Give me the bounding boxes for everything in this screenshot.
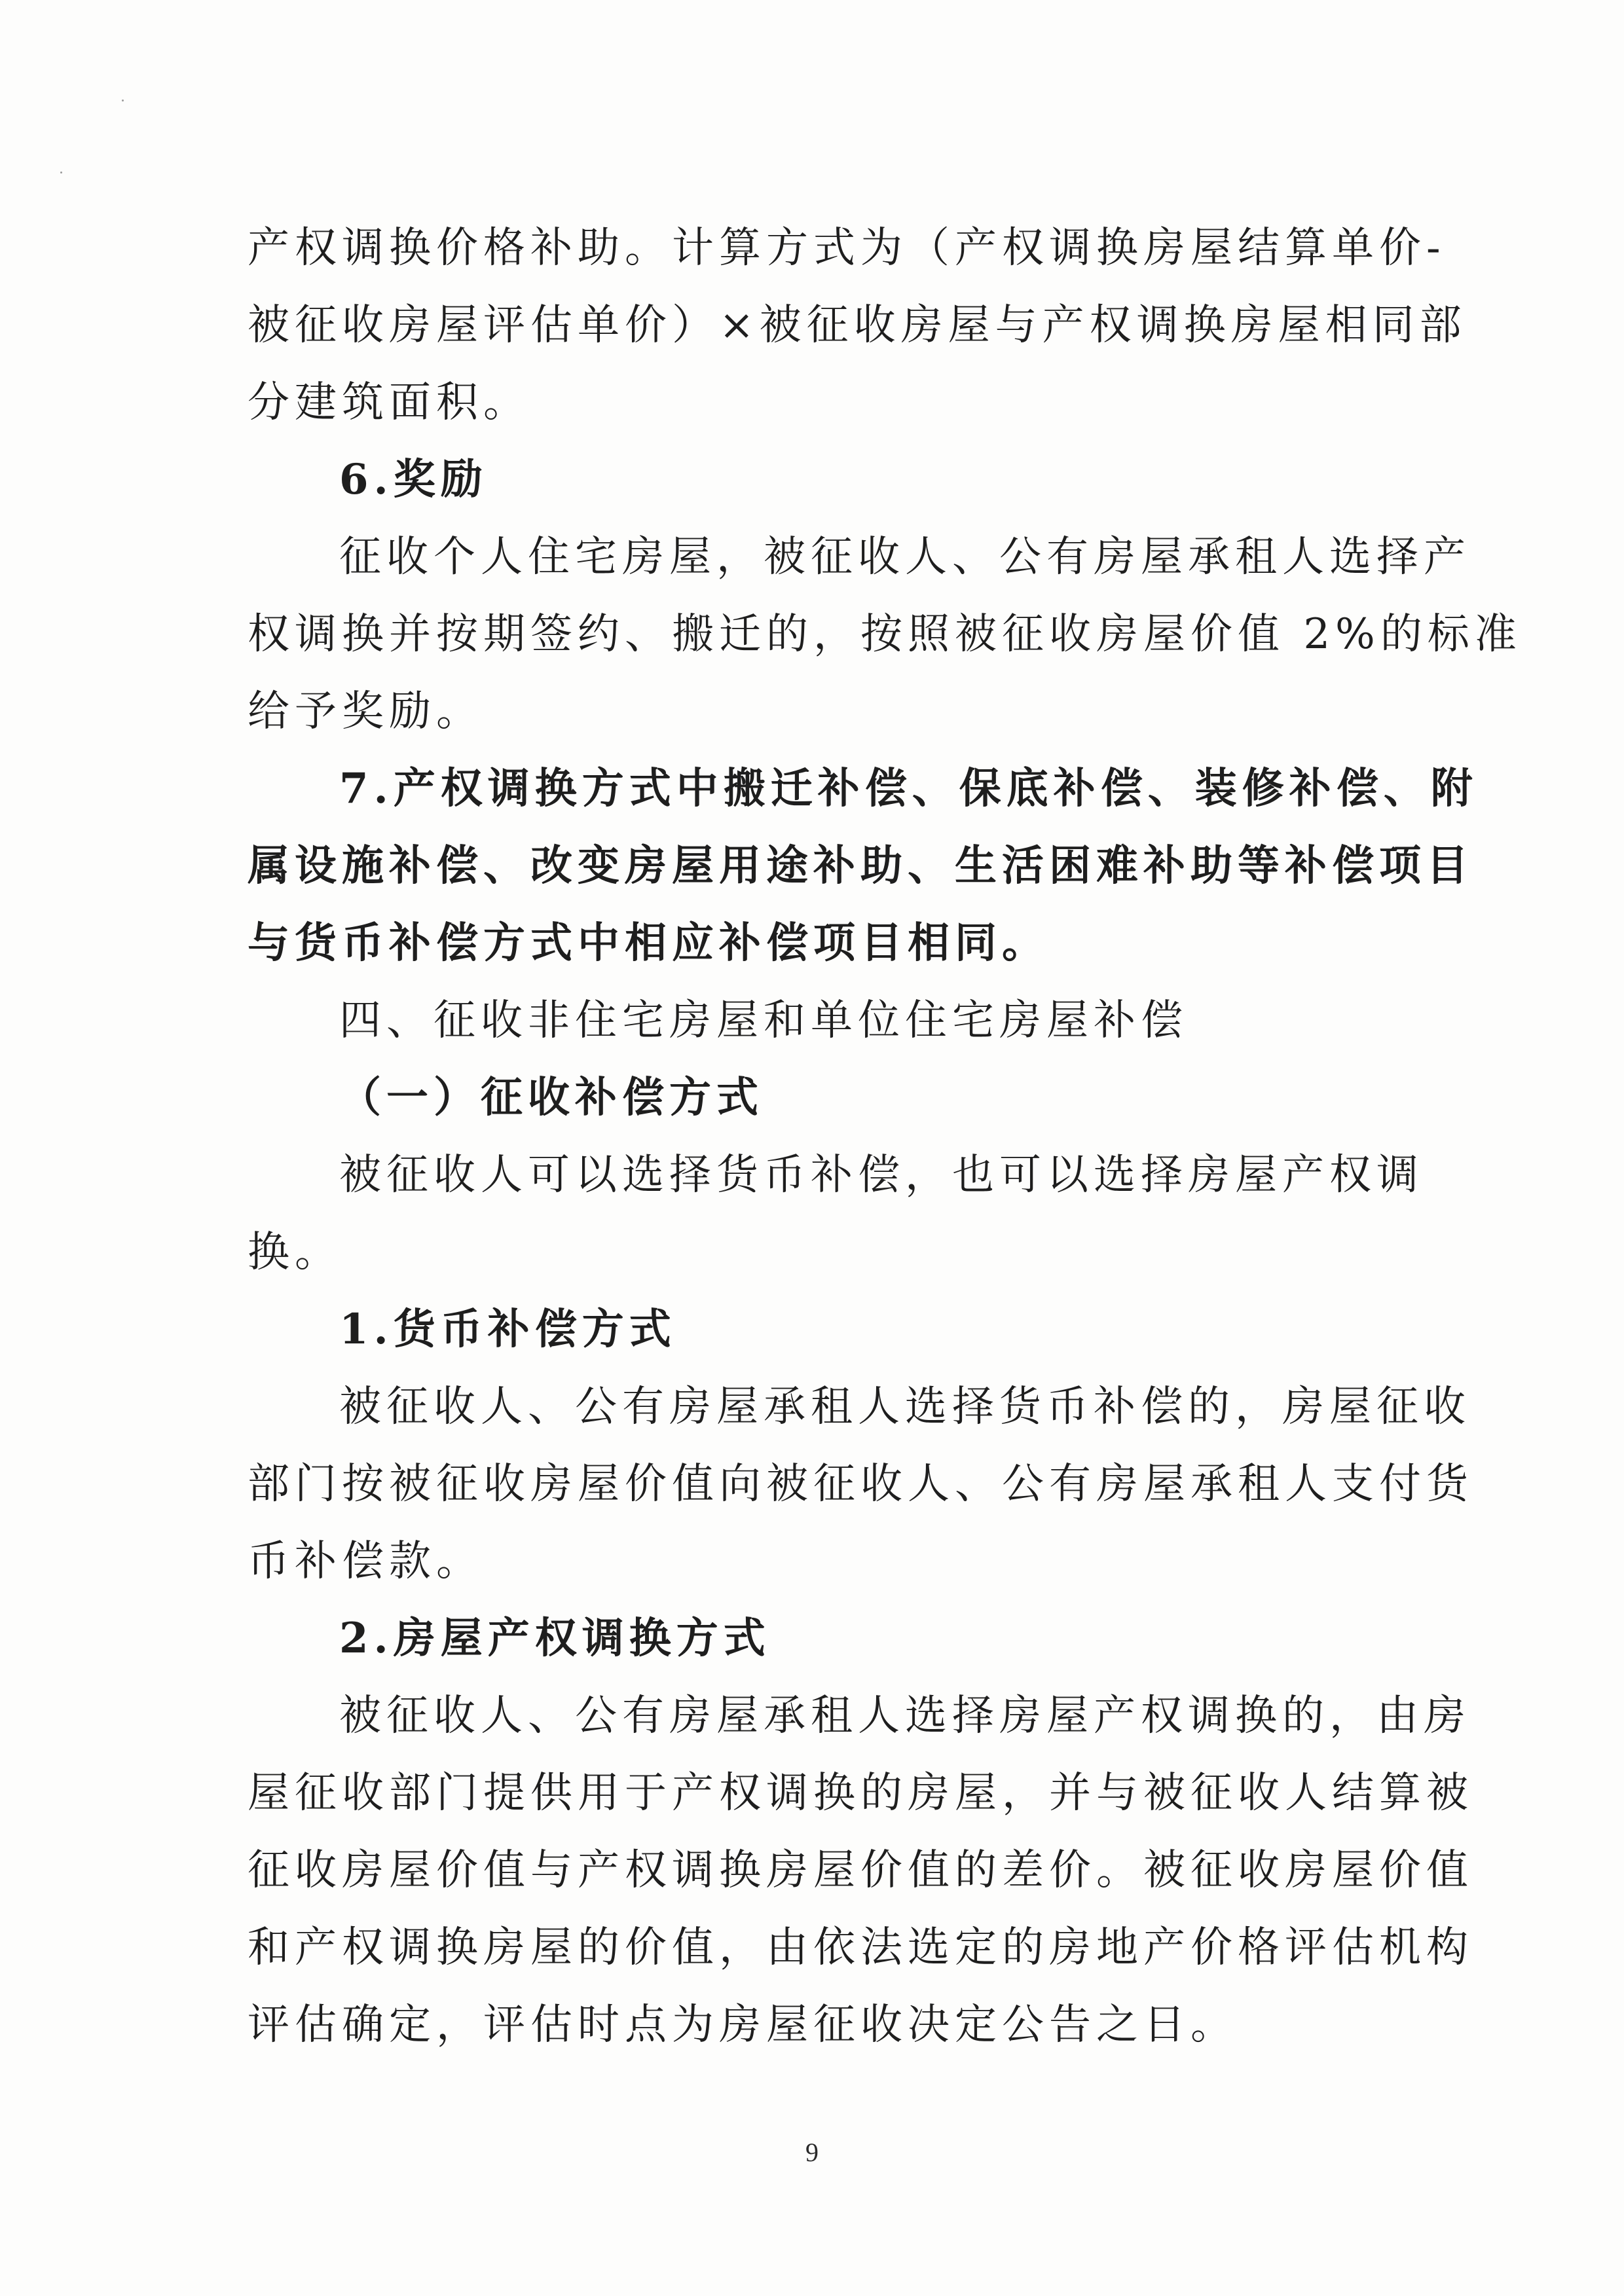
body-text-line: 被征收人可以选择货币补偿，也可以选择房屋产权调 — [339, 1151, 1424, 1199]
scan-speck — [60, 172, 62, 173]
body-text-line: 征收个人住宅房屋，被征收人、公有房屋承租人选择产 — [339, 533, 1471, 581]
body-text-line: 分建筑面积。 — [248, 378, 530, 427]
body-text-line: 币补偿款。 — [248, 1537, 483, 1586]
body-text-line: 被征收人、公有房屋承租人选择货币补偿的，房屋征收 — [339, 1383, 1471, 1431]
body-text-line: 产权调换价格补助。计算方式为（产权调换房屋结算单价- — [248, 224, 1446, 272]
body-text-line: 评估确定，评估时点为房屋征收决定公告之日。 — [248, 2001, 1238, 2049]
scan-speck — [122, 100, 124, 101]
section-heading-1: 1.货币补偿方式 — [339, 1305, 676, 1354]
body-text-line: 换。 — [248, 1228, 342, 1277]
chapter-heading-4: 四、征收非住宅房屋和单位住宅房屋补偿 — [339, 996, 1188, 1045]
body-text-line: 权调换并按期签约、搬迁的，按照被征收房屋价值 2%的标准 — [248, 610, 1522, 659]
body-text-line: 屋征收部门提供用于产权调换的房屋，并与被征收人结算被 — [248, 1769, 1473, 1817]
page-number: 9 — [805, 2138, 819, 2167]
document-body — [248, 210, 1522, 2064]
body-text-line: 征收房屋价值与产权调换房屋价值的差价。被征收房屋价值 — [248, 1846, 1473, 1895]
body-text-line: 被征收房屋评估单价）×被征收房屋与产权调换房屋相同部 — [248, 301, 1467, 350]
bold-paragraph-line: 属设施补偿、改变房屋用途补助、生活困难补助等补偿项目 — [248, 841, 1473, 890]
body-text-line: 被征收人、公有房屋承租人选择房屋产权调换的，由房 — [339, 1692, 1471, 1740]
body-text-line: 和产权调换房屋的价值，由依法选定的房地产价格评估机构 — [248, 1923, 1473, 1972]
section-heading-6: 6.奖励 — [339, 455, 488, 504]
body-text-line: 给予奖励。 — [248, 687, 483, 736]
body-text-line: 部门按被征收房屋价值向被征收人、公有房屋承租人支付货 — [248, 1460, 1473, 1508]
bold-paragraph-line: 与货币补偿方式中相应补偿项目相同。 — [248, 919, 1049, 968]
bold-paragraph-line: 7.产权调换方式中搬迁补偿、保底补偿、装修补偿、附 — [339, 764, 1478, 813]
section-heading-2: 2.房屋产权调换方式 — [339, 1614, 771, 1663]
subsection-heading-1: （一）征收补偿方式 — [339, 1073, 764, 1122]
